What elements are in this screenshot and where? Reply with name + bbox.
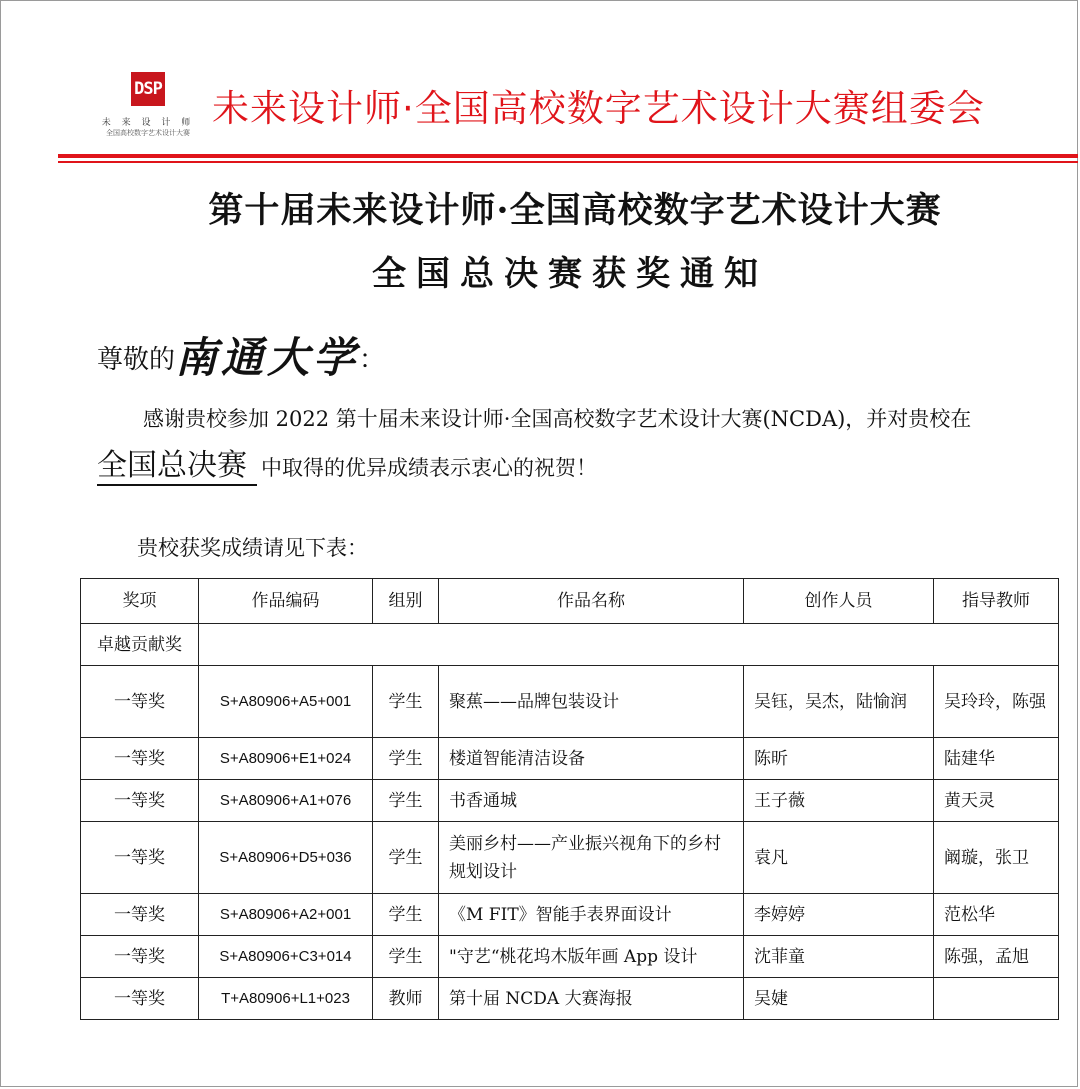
table-row <box>81 894 1059 936</box>
cell-creators: 陈昕 <box>744 738 934 780</box>
notice-subtitle: 全国总决赛获奖通知 <box>372 254 768 294</box>
cell-award: 一等奖 <box>81 666 199 738</box>
cell-creators: 袁凡 <box>744 822 934 894</box>
logo-subtitle: 全国高校数字艺术设计大赛 <box>106 129 190 137</box>
cell-group: 学生 <box>373 936 439 978</box>
cell-award: 一等奖 <box>81 978 199 1020</box>
cell-work-name: 美丽乡村——产业振兴视角下的乡村规划设计 <box>439 822 744 894</box>
section-empty <box>199 624 1059 666</box>
cell-code: S+A80906+A1+076 <box>199 780 373 822</box>
cell-award: 一等奖 <box>81 780 199 822</box>
notice-title: 第十届未来设计师·全国高校数字艺术设计大赛 <box>208 190 942 231</box>
greeting-suffix: ： <box>359 345 386 375</box>
cell-creators: 吴钰，吴杰，陆愉润 <box>744 666 934 738</box>
table-row <box>81 666 1059 738</box>
header-divider-thin <box>58 161 1078 163</box>
header-code: 作品编码 <box>199 579 373 624</box>
body-paragraph-2-text: 中取得的优异成绩表示衷心的祝贺！ <box>261 456 597 480</box>
cell-work-name: 第十届 NCDA 大赛海报 <box>439 978 744 1020</box>
cell-advisor: 黄天灵 <box>934 780 1059 822</box>
table-row <box>81 936 1059 978</box>
logo-name: 未 来 设 计 师 <box>101 118 195 128</box>
greeting-prefix: 尊敬的 <box>97 345 176 375</box>
cell-award: 一等奖 <box>81 894 199 936</box>
cell-code: S+A80906+A2+001 <box>199 894 373 936</box>
cell-group: 学生 <box>373 780 439 822</box>
cell-group: 学生 <box>373 666 439 738</box>
body-paragraph-2 <box>97 448 597 486</box>
cell-code: S+A80906+C3+014 <box>199 936 373 978</box>
cell-award: 一等奖 <box>81 936 199 978</box>
greeting <box>97 325 385 385</box>
cell-group: 教师 <box>373 978 439 1020</box>
header-group: 组别 <box>373 579 439 624</box>
cell-work-name: 楼道智能清洁设备 <box>439 738 744 780</box>
header-work-name: 作品名称 <box>439 579 744 624</box>
table-row <box>81 738 1059 780</box>
table-row <box>81 822 1059 894</box>
cell-creators: 吴婕 <box>744 978 934 1020</box>
cell-group: 学生 <box>373 894 439 936</box>
cell-creators: 李婷婷 <box>744 894 934 936</box>
section-row <box>81 624 1059 666</box>
cell-group: 学生 <box>373 822 439 894</box>
body-paragraph-3: 贵校获奖成绩请见下表： <box>137 536 368 560</box>
cell-work-name: 《M FIT》智能手表界面设计 <box>439 894 744 936</box>
cell-advisor: 吴玲玲，陈强 <box>934 666 1059 738</box>
cell-advisor: 范松华 <box>934 894 1059 936</box>
header-divider-thick <box>58 154 1078 158</box>
cell-advisor: 阚璇，张卫 <box>934 822 1059 894</box>
cell-creators: 王子薇 <box>744 780 934 822</box>
organizer-title: 未来设计师·全国高校数字艺术设计大赛组委会 <box>212 87 985 130</box>
cell-work-name: "守艺“桃花坞木版年画 App 设计 <box>439 936 744 978</box>
table-row <box>81 780 1059 822</box>
cell-advisor: 陆建华 <box>934 738 1059 780</box>
cell-advisor <box>934 978 1059 1020</box>
table-row <box>81 978 1059 1020</box>
body-paragraph-1: 感谢贵校参加 2022 第十届未来设计师·全国高校数字艺术设计大赛(NCDA)，并对贵校在 <box>143 407 972 431</box>
cell-creators: 沈菲童 <box>744 936 934 978</box>
organizer-logo <box>100 72 196 142</box>
header-advisor: 指导教师 <box>934 579 1059 624</box>
competition-round: 全国总决赛 <box>97 448 257 486</box>
cell-group: 学生 <box>373 738 439 780</box>
cell-code: S+A80906+E1+024 <box>199 738 373 780</box>
school-name: 南通大学 <box>175 333 360 382</box>
section-label: 卓越贡献奖 <box>81 624 199 666</box>
table-header-row <box>81 579 1059 624</box>
header-creators: 创作人员 <box>744 579 934 624</box>
cell-work-name: 聚蕉——品牌包装设计 <box>439 666 744 738</box>
header-award: 奖项 <box>81 579 199 624</box>
awards-table <box>80 578 1059 1020</box>
cell-work-name: 书香通城 <box>439 780 744 822</box>
cell-award: 一等奖 <box>81 738 199 780</box>
cell-code: S+A80906+D5+036 <box>199 822 373 894</box>
cell-code: T+A80906+L1+023 <box>199 978 373 1020</box>
cell-advisor: 陈强，孟旭 <box>934 936 1059 978</box>
cell-code: S+A80906+A5+001 <box>199 666 373 738</box>
cell-award: 一等奖 <box>81 822 199 894</box>
logo-mark: DSP <box>131 72 165 106</box>
